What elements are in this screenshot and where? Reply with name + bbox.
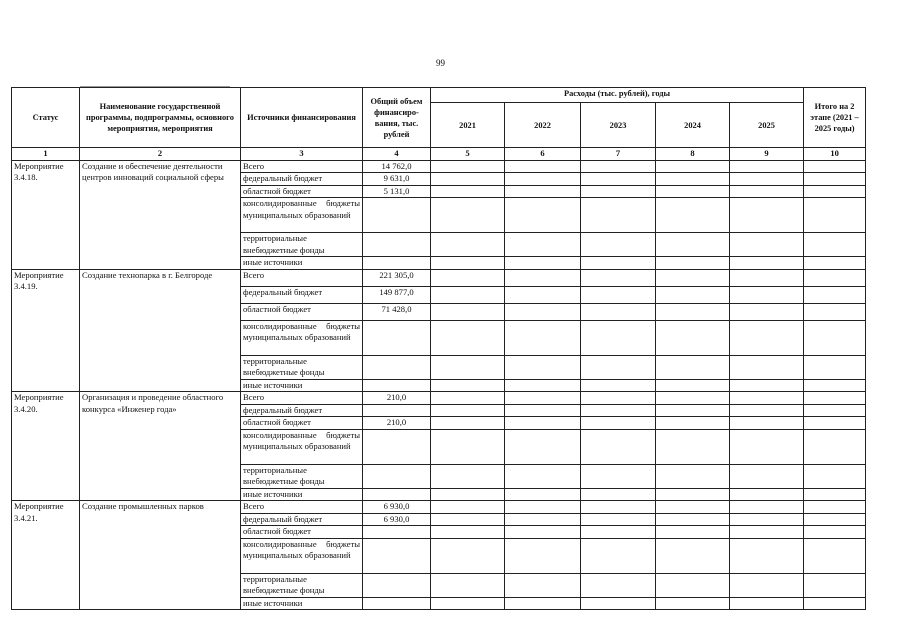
year-value-cell: [656, 526, 730, 539]
volume-cell: [363, 320, 431, 355]
source-cell: областной бюджет: [241, 303, 363, 320]
stage-total-cell: [804, 173, 866, 186]
source-cell: консолидированные бюджеты муниципальных образований: [241, 538, 363, 573]
volume-cell: [363, 198, 431, 233]
year-value-cell: [505, 355, 581, 379]
year-value-cell: [505, 513, 581, 526]
source-cell: иные источники: [241, 488, 363, 501]
year-value-cell: [730, 573, 804, 597]
volume-cell: [363, 573, 431, 597]
year-value-cell: [730, 303, 804, 320]
year-value-cell: [431, 501, 505, 514]
stage-total-cell: [804, 429, 866, 464]
year-value-cell: [730, 160, 804, 173]
year-value-cell: [581, 464, 656, 488]
year-value-cell: [730, 257, 804, 270]
year-value-cell: [581, 526, 656, 539]
year-value-cell: [656, 286, 730, 303]
column-number: 10: [804, 148, 866, 161]
volume-cell: [363, 488, 431, 501]
source-cell: Всего: [241, 501, 363, 514]
year-value-cell: [730, 185, 804, 198]
name-cell: Создание технопарка в г. Белгороде: [80, 269, 241, 392]
status-cell: Мероприятие 3.4.21.: [12, 501, 80, 610]
year-value-cell: [730, 404, 804, 417]
year-value-cell: [431, 303, 505, 320]
year-value-cell: [581, 392, 656, 405]
year-value-cell: [581, 257, 656, 270]
year-value-cell: [730, 513, 804, 526]
volume-cell: [363, 257, 431, 270]
stage-total-cell: [804, 185, 866, 198]
year-value-cell: [656, 392, 730, 405]
year-value-cell: [730, 355, 804, 379]
year-value-cell: [730, 173, 804, 186]
year-value-cell: [656, 379, 730, 392]
year-value-cell: [505, 379, 581, 392]
name-cell: Создание и обеспечение деятельности центров инноваций социальной сферы: [80, 160, 241, 269]
header-year: 2025: [730, 103, 804, 148]
year-value-cell: [730, 597, 804, 610]
column-number-row: [12, 148, 866, 161]
year-value-cell: [581, 233, 656, 257]
status-cell: Мероприятие 3.4.20.: [12, 392, 80, 501]
year-value-cell: [505, 303, 581, 320]
year-value-cell: [730, 286, 804, 303]
volume-cell: 14 762,0: [363, 160, 431, 173]
year-value-cell: [656, 198, 730, 233]
column-number: 4: [363, 148, 431, 161]
year-value-cell: [656, 538, 730, 573]
volume-cell: [363, 404, 431, 417]
source-cell: федеральный бюджет: [241, 404, 363, 417]
year-value-cell: [656, 429, 730, 464]
volume-cell: [363, 355, 431, 379]
year-value-cell: [581, 513, 656, 526]
year-value-cell: [505, 160, 581, 173]
year-value-cell: [581, 488, 656, 501]
table-body: [12, 160, 866, 610]
column-number: 6: [505, 148, 581, 161]
year-value-cell: [581, 538, 656, 573]
year-value-cell: [730, 320, 804, 355]
stage-total-cell: [804, 269, 866, 286]
year-value-cell: [730, 379, 804, 392]
source-cell: консолидированные бюджеты муниципальных образований: [241, 320, 363, 355]
year-value-cell: [505, 198, 581, 233]
year-value-cell: [505, 269, 581, 286]
year-value-cell: [431, 464, 505, 488]
year-value-cell: [431, 379, 505, 392]
year-value-cell: [656, 269, 730, 286]
year-value-cell: [431, 269, 505, 286]
table-row: [12, 501, 866, 514]
year-value-cell: [581, 173, 656, 186]
year-value-cell: [431, 198, 505, 233]
year-value-cell: [730, 429, 804, 464]
year-value-cell: [431, 429, 505, 464]
source-cell: консолидированные бюджеты муниципальных образований: [241, 198, 363, 233]
source-cell: иные источники: [241, 379, 363, 392]
year-value-cell: [431, 355, 505, 379]
year-value-cell: [505, 286, 581, 303]
year-value-cell: [431, 417, 505, 430]
year-value-cell: [505, 173, 581, 186]
stage-total-cell: [804, 573, 866, 597]
year-value-cell: [431, 597, 505, 610]
stage-total-cell: [804, 355, 866, 379]
source-cell: федеральный бюджет: [241, 286, 363, 303]
year-value-cell: [581, 404, 656, 417]
year-value-cell: [505, 233, 581, 257]
source-cell: Всего: [241, 392, 363, 405]
year-value-cell: [431, 526, 505, 539]
year-value-cell: [505, 597, 581, 610]
volume-cell: 6 930,0: [363, 501, 431, 514]
year-value-cell: [730, 233, 804, 257]
year-value-cell: [431, 392, 505, 405]
source-cell: федеральный бюджет: [241, 513, 363, 526]
source-cell: территориальные внебюджетные фонды: [241, 464, 363, 488]
year-value-cell: [656, 404, 730, 417]
year-value-cell: [431, 320, 505, 355]
year-value-cell: [505, 320, 581, 355]
year-value-cell: [730, 488, 804, 501]
source-cell: иные источники: [241, 257, 363, 270]
header-status: Статус: [12, 88, 80, 148]
year-value-cell: [656, 185, 730, 198]
header-year: 2023: [581, 103, 656, 148]
volume-cell: 9 631,0: [363, 173, 431, 186]
stage-total-cell: [804, 303, 866, 320]
year-value-cell: [730, 417, 804, 430]
year-value-cell: [656, 233, 730, 257]
year-value-cell: [656, 160, 730, 173]
year-value-cell: [505, 488, 581, 501]
stage-total-cell: [804, 320, 866, 355]
header-sources: Источники финансирования: [241, 88, 363, 148]
year-value-cell: [581, 320, 656, 355]
name-cell: Организация и проведение областного конкурса «Инженер года»: [80, 392, 241, 501]
volume-cell: [363, 379, 431, 392]
source-cell: Всего: [241, 160, 363, 173]
column-number: 2: [80, 148, 241, 161]
year-value-cell: [581, 269, 656, 286]
year-value-cell: [431, 538, 505, 573]
source-cell: областной бюджет: [241, 185, 363, 198]
year-value-cell: [656, 573, 730, 597]
year-value-cell: [656, 501, 730, 514]
volume-cell: 6 930,0: [363, 513, 431, 526]
volume-cell: 149 877,0: [363, 286, 431, 303]
year-value-cell: [581, 303, 656, 320]
year-value-cell: [431, 257, 505, 270]
year-value-cell: [656, 488, 730, 501]
year-value-cell: [581, 185, 656, 198]
stage-total-cell: [804, 597, 866, 610]
year-value-cell: [505, 501, 581, 514]
status-cell: Мероприятие 3.4.19.: [12, 269, 80, 392]
year-value-cell: [431, 185, 505, 198]
year-value-cell: [656, 597, 730, 610]
stage-total-cell: [804, 501, 866, 514]
column-number: 5: [431, 148, 505, 161]
status-cell: Мероприятие 3.4.18.: [12, 160, 80, 269]
volume-cell: 210,0: [363, 392, 431, 405]
volume-cell: 71 428,0: [363, 303, 431, 320]
year-value-cell: [505, 257, 581, 270]
volume-cell: [363, 464, 431, 488]
year-value-cell: [656, 320, 730, 355]
year-value-cell: [656, 513, 730, 526]
year-value-cell: [505, 429, 581, 464]
stage-total-cell: [804, 404, 866, 417]
year-value-cell: [581, 429, 656, 464]
volume-cell: 5 131,0: [363, 185, 431, 198]
header-year: 2024: [656, 103, 730, 148]
header-total-volume: Общий объем финансиро-вания, тыс. рублей: [363, 88, 431, 148]
volume-cell: [363, 233, 431, 257]
column-number: 3: [241, 148, 363, 161]
source-cell: Всего: [241, 269, 363, 286]
stage-total-cell: [804, 488, 866, 501]
stage-total-cell: [804, 464, 866, 488]
stage-total-cell: [804, 198, 866, 233]
stage-total-cell: [804, 538, 866, 573]
year-value-cell: [656, 303, 730, 320]
volume-cell: [363, 538, 431, 573]
year-value-cell: [505, 464, 581, 488]
year-value-cell: [505, 185, 581, 198]
table-row: [12, 269, 866, 286]
source-cell: областной бюджет: [241, 417, 363, 430]
year-value-cell: [656, 355, 730, 379]
volume-cell: [363, 429, 431, 464]
year-value-cell: [431, 404, 505, 417]
header-year: 2022: [505, 103, 581, 148]
year-value-cell: [730, 526, 804, 539]
volume-cell: [363, 597, 431, 610]
year-value-cell: [431, 233, 505, 257]
stage-total-cell: [804, 417, 866, 430]
header-expenses-group: Расходы (тыс. рублей), годы: [431, 88, 804, 103]
budget-table: [11, 87, 866, 610]
column-number: 1: [12, 148, 80, 161]
year-value-cell: [581, 160, 656, 173]
source-cell: территориальные внебюджетные фонды: [241, 233, 363, 257]
year-value-cell: [730, 501, 804, 514]
stage-total-cell: [804, 233, 866, 257]
volume-cell: 210,0: [363, 417, 431, 430]
stage-total-cell: [804, 160, 866, 173]
year-value-cell: [581, 597, 656, 610]
stage-total-cell: [804, 257, 866, 270]
year-value-cell: [431, 573, 505, 597]
volume-cell: [363, 526, 431, 539]
year-value-cell: [581, 573, 656, 597]
header-year: 2021: [431, 103, 505, 148]
year-value-cell: [730, 538, 804, 573]
year-value-cell: [656, 417, 730, 430]
year-value-cell: [431, 488, 505, 501]
year-value-cell: [505, 526, 581, 539]
year-value-cell: [431, 160, 505, 173]
source-cell: консолидированные бюджеты муниципальных образований: [241, 429, 363, 464]
stage-total-cell: [804, 392, 866, 405]
year-value-cell: [505, 573, 581, 597]
column-number: 9: [730, 148, 804, 161]
year-value-cell: [431, 173, 505, 186]
year-value-cell: [581, 198, 656, 233]
header-name: Наименование государственной программы, подпрограммы, основного мероприятия, мероприятия: [80, 88, 241, 148]
year-value-cell: [581, 355, 656, 379]
column-number: 8: [656, 148, 730, 161]
header-stage-total: Итого на 2 этапе (2021 – 2025 годы): [804, 88, 866, 148]
volume-cell: 221 305,0: [363, 269, 431, 286]
source-cell: областной бюджет: [241, 526, 363, 539]
year-value-cell: [730, 392, 804, 405]
source-cell: территориальные внебюджетные фонды: [241, 573, 363, 597]
year-value-cell: [505, 404, 581, 417]
year-value-cell: [581, 501, 656, 514]
page-number: 99: [436, 58, 445, 68]
stage-total-cell: [804, 526, 866, 539]
name-cell: Создание промышленных парков: [80, 501, 241, 610]
year-value-cell: [505, 392, 581, 405]
year-value-cell: [730, 269, 804, 286]
year-value-cell: [581, 379, 656, 392]
source-cell: федеральный бюджет: [241, 173, 363, 186]
column-number: 7: [581, 148, 656, 161]
year-value-cell: [431, 286, 505, 303]
table-row: [12, 392, 866, 405]
year-value-cell: [656, 173, 730, 186]
year-value-cell: [656, 464, 730, 488]
year-value-cell: [581, 417, 656, 430]
year-value-cell: [581, 286, 656, 303]
stage-total-cell: [804, 379, 866, 392]
year-value-cell: [730, 198, 804, 233]
year-value-cell: [656, 257, 730, 270]
year-value-cell: [730, 464, 804, 488]
stage-total-cell: [804, 286, 866, 303]
source-cell: иные источники: [241, 597, 363, 610]
year-value-cell: [431, 513, 505, 526]
stage-total-cell: [804, 513, 866, 526]
source-cell: территориальные внебюджетные фонды: [241, 355, 363, 379]
year-value-cell: [505, 538, 581, 573]
table-row: [12, 160, 866, 173]
year-value-cell: [505, 417, 581, 430]
